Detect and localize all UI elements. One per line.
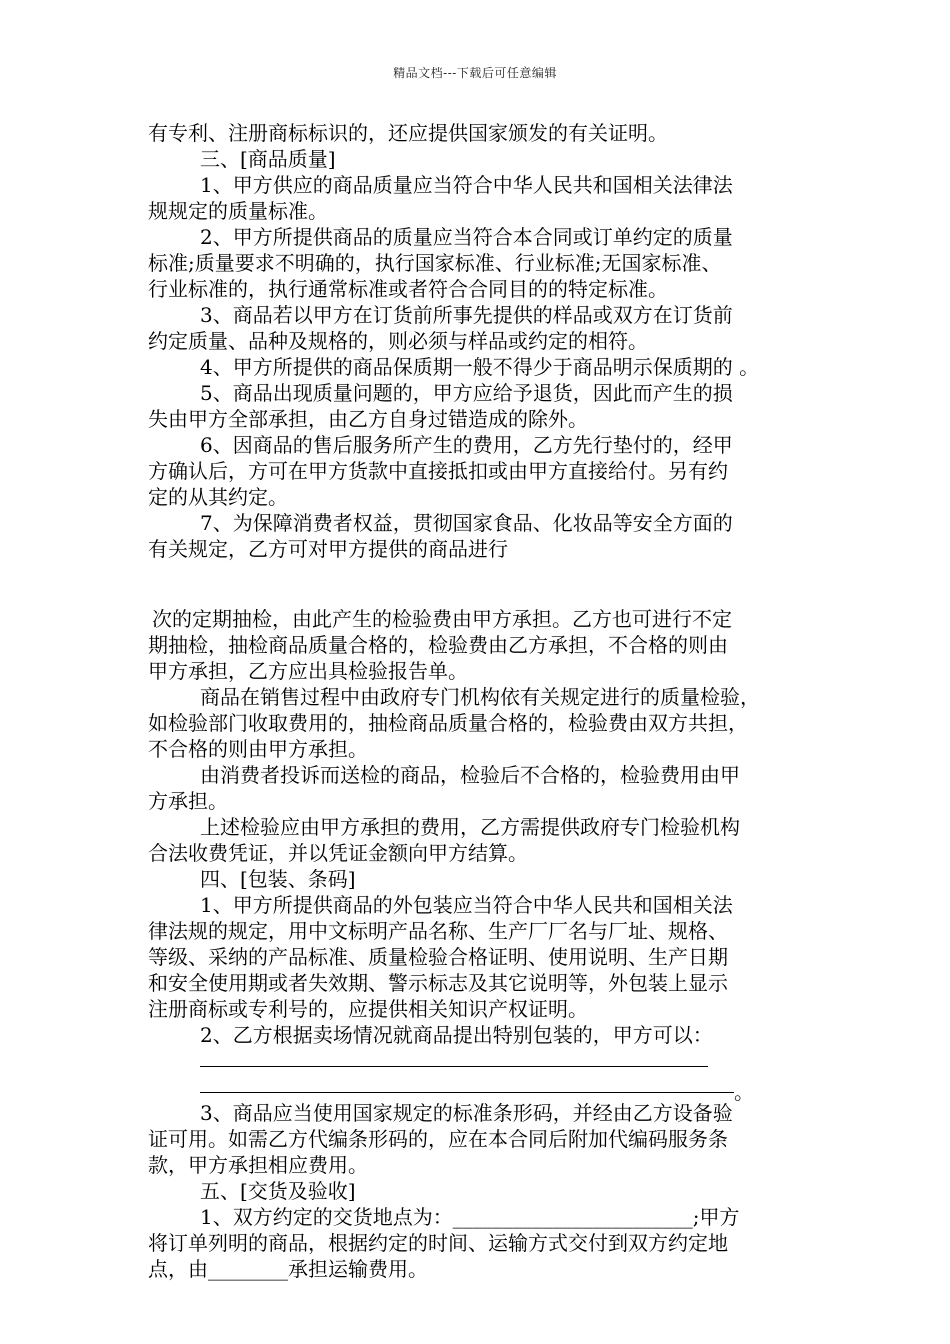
- paragraph-line: 规规定的质量标准。: [148, 199, 328, 223]
- delivery-place-blank: ________________________: [452, 1205, 693, 1229]
- transport-cost-blank: ________: [208, 1257, 288, 1281]
- section-heading: 三、[商品质量]: [200, 147, 336, 171]
- page-header: 精品文档---下载后可任意编辑: [393, 66, 557, 80]
- delivery-cost-line: [148, 1256, 816, 1282]
- paragraph-line: 2、乙方根据卖场情况就商品提出特别包装的，甲方可以：: [200, 1023, 713, 1047]
- delivery-cost-suffix: 承担运输费用。: [288, 1257, 428, 1281]
- paragraph-line: 定的从其约定。: [148, 485, 288, 509]
- fill-in-blank-line: [148, 1048, 816, 1074]
- paragraph-line: 失由甲方全部承担，由乙方自身过错造成的除外。: [148, 407, 588, 431]
- paragraph-line: 次的定期抽检，由此产生的检验费由甲方承担。乙方也可进行不定: [152, 607, 732, 631]
- paragraph-line: 期抽检，抽检商品质量合格的，检验费由乙方承担，不合格的则由: [148, 633, 728, 657]
- paragraph-line: 甲方承担，乙方应出具检验报告单。: [148, 659, 468, 683]
- paragraph-line: 款，甲方承担相应费用。: [148, 1153, 368, 1177]
- paragraph-line: 由消费者投诉而送检的商品，检验后不合格的，检验费用由甲: [200, 763, 740, 787]
- paragraph-line: 有专利、注册商标标识的，还应提供国家颁发的有关证明。: [148, 121, 668, 145]
- blank-end-mark: 。: [734, 1080, 754, 1104]
- paragraph-line: 3、商品应当使用国家规定的标准条形码，并经由乙方设备验: [200, 1101, 733, 1125]
- paragraph-line: 有关规定，乙方可对甲方提供的商品进行: [148, 537, 508, 561]
- paragraph-line: 约定质量、品种及规格的，则必须与样品或约定的相符。: [148, 329, 648, 353]
- paragraph-line: 方确认后，方可在甲方货款中直接抵扣或由甲方直接给付。另有约: [148, 459, 728, 483]
- paragraph-line: 5、商品出现质量问题的，甲方应给予退货，因此而产生的损: [200, 381, 733, 405]
- paragraph-line: 3、商品若以甲方在订货前所事先提供的样品或双方在订货前: [200, 303, 733, 327]
- paragraph-line: 不合格的则由甲方承担。: [148, 737, 368, 761]
- paragraph-line: 2、甲方所提供商品的质量应当符合本合同或订单约定的质量: [200, 225, 733, 249]
- paragraph-line: 合法收费凭证，并以凭证金额向甲方结算。: [148, 841, 528, 865]
- section-heading: 五、[交货及验收]: [200, 1179, 356, 1203]
- paragraph-line: 商品在销售过程中由政府专门机构依有关规定进行的质量检验，: [200, 685, 760, 709]
- paragraph-line: 方承担。: [148, 789, 228, 813]
- paragraph-line: 4、甲方所提供的商品保质期一般不得少于商品明示保质期的 。: [200, 355, 760, 379]
- paragraph-line: 等级、采纳的产品标准、质量检验合格证明、使用说明、生产日期: [148, 945, 728, 969]
- document-body: [148, 120, 816, 1282]
- delivery-cost-prefix: 点，由: [148, 1257, 208, 1281]
- delivery-place-label: 1、双方约定的交货地点为：: [200, 1205, 453, 1229]
- paragraph-line: 1、甲方所提供商品的外包装应当符合中华人民共和国相关法: [200, 893, 733, 917]
- section-heading: 四、[包装、条码]: [200, 867, 356, 891]
- paragraph-line: 6、因商品的售后服务所产生的费用，乙方先行垫付的，经甲: [200, 433, 733, 457]
- paragraph-line: 将订单列明的商品，根据约定的时间、运输方式交付到双方约定地: [148, 1231, 728, 1255]
- paragraph-line: 和安全使用期或者失效期、警示标志及其它说明等，外包装上显示: [148, 971, 728, 995]
- paragraph-line: 证可用。如需乙方代编条形码的，应在本合同后附加代编码服务条: [148, 1127, 728, 1151]
- paragraph-line: 律法规的规定，用中文标明产品名称、生产厂厂名与厂址、规格、: [148, 919, 728, 943]
- paragraph-line: 标准;质量要求不明确的，执行国家标准、行业标准;无国家标准、: [148, 251, 722, 275]
- paragraph-line: 1、甲方供应的商品质量应当符合中华人民共和国相关法律法: [200, 173, 733, 197]
- delivery-clause-suffix: ;甲方: [692, 1205, 740, 1229]
- fill-in-blank-line: [148, 1074, 816, 1104]
- paragraph-line: 注册商标或专利号的，应提供相关知识产权证明。: [148, 997, 588, 1021]
- paragraph-line: 行业标准的，执行通常标准或者符合合同目的的特定标准。: [148, 277, 668, 301]
- blank-underline: [200, 1066, 708, 1067]
- paragraph-line: 上述检验应由甲方承担的费用，乙方需提供政府专门检验机构: [200, 815, 740, 839]
- paragraph-line: 如检验部门收取费用的，抽检商品质量合格的，检验费由双方共担，: [148, 711, 748, 735]
- page-gap: [148, 562, 816, 606]
- paragraph-line: 7、为保障消费者权益，贯彻国家食品、化妆品等安全方面的: [200, 511, 733, 535]
- blank-underline: [200, 1092, 734, 1093]
- delivery-clause-line: [148, 1204, 816, 1230]
